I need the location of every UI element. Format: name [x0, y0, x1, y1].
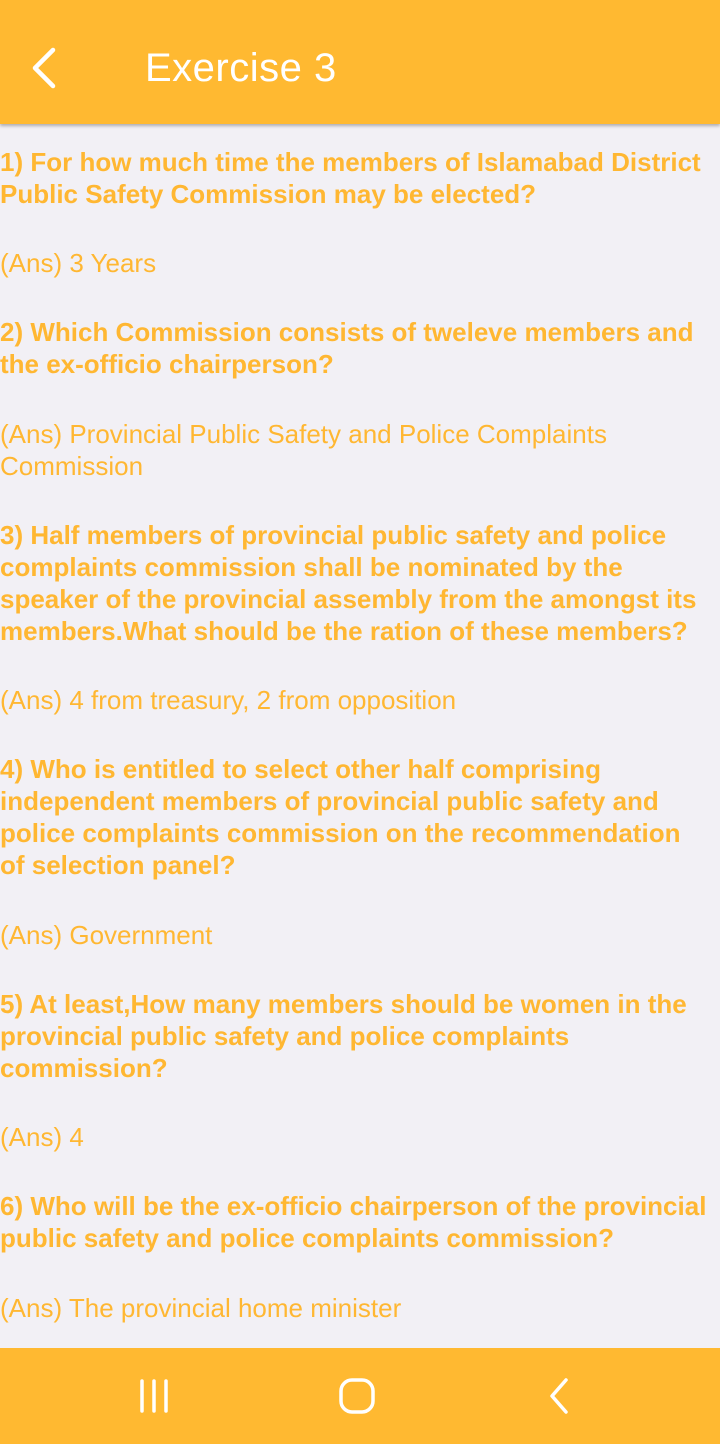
- recent-apps-icon: [136, 1376, 176, 1416]
- question-line: provincial public safety and police complaints: [0, 1021, 570, 1051]
- page-title: Exercise 3: [145, 46, 337, 90]
- nav-back-button[interactable]: [528, 1372, 592, 1420]
- question-line: Public Safety Commission may be elected?: [0, 179, 537, 209]
- question-line: the ex-officio chairperson?: [0, 349, 334, 379]
- qa-item: [0, 753, 720, 951]
- recent-apps-button[interactable]: [124, 1372, 188, 1420]
- question-line: of selection panel?: [0, 850, 236, 880]
- back-button[interactable]: [14, 36, 74, 100]
- question-line: complaints commission shall be nominated by the: [0, 552, 623, 582]
- qa-item: [0, 1190, 720, 1324]
- back-icon: [540, 1376, 580, 1416]
- exercise-content[interactable]: [0, 126, 720, 1348]
- question-line: 4) Who is entitled to select other half comprising: [0, 754, 601, 784]
- app-bar: [0, 0, 720, 124]
- question-line: members.What should be the ration of these members?: [0, 616, 688, 646]
- answer-line: (Ans) 3 Years: [0, 248, 157, 278]
- answer-line: (Ans) Government: [0, 920, 213, 950]
- question-line: independent members of provincial public safety and: [0, 786, 659, 816]
- question-line: 1) For how much time the members of Islamabad District: [0, 147, 701, 177]
- qa-item: [0, 988, 720, 1153]
- answer-line: (Ans) 4: [0, 1122, 84, 1152]
- question-line: speaker of the provincial assembly from the amongst its: [0, 584, 697, 614]
- home-button[interactable]: [325, 1372, 389, 1420]
- question-line: commission?: [0, 1053, 168, 1083]
- answer-line: (Ans) Provincial Public Safety and Police Complaints: [0, 419, 607, 449]
- question-line: police complaints commission on the recommendation: [0, 818, 681, 848]
- home-icon: [337, 1376, 377, 1416]
- chevron-left-icon: [29, 46, 59, 90]
- answer-line: (Ans) The provincial home minister: [0, 1293, 402, 1323]
- question-line: 6) Who will be the ex-officio chairperson of the provincial: [0, 1191, 707, 1221]
- qa-item: [0, 146, 720, 279]
- answer-line: Commission: [0, 451, 144, 481]
- system-nav-bar: [0, 1348, 720, 1444]
- qa-item: [0, 519, 720, 716]
- question-line: 5) At least,How many members should be women in the: [0, 989, 687, 1019]
- answer-line: (Ans) 4 from treasury, 2 from opposition: [0, 685, 457, 715]
- question-line: 3) Half members of provincial public safety and police: [0, 520, 667, 550]
- question-line: public safety and police complaints commission?: [0, 1223, 615, 1253]
- question-line: 2) Which Commission consists of tweleve members and: [0, 317, 694, 347]
- qa-item: [0, 316, 720, 482]
